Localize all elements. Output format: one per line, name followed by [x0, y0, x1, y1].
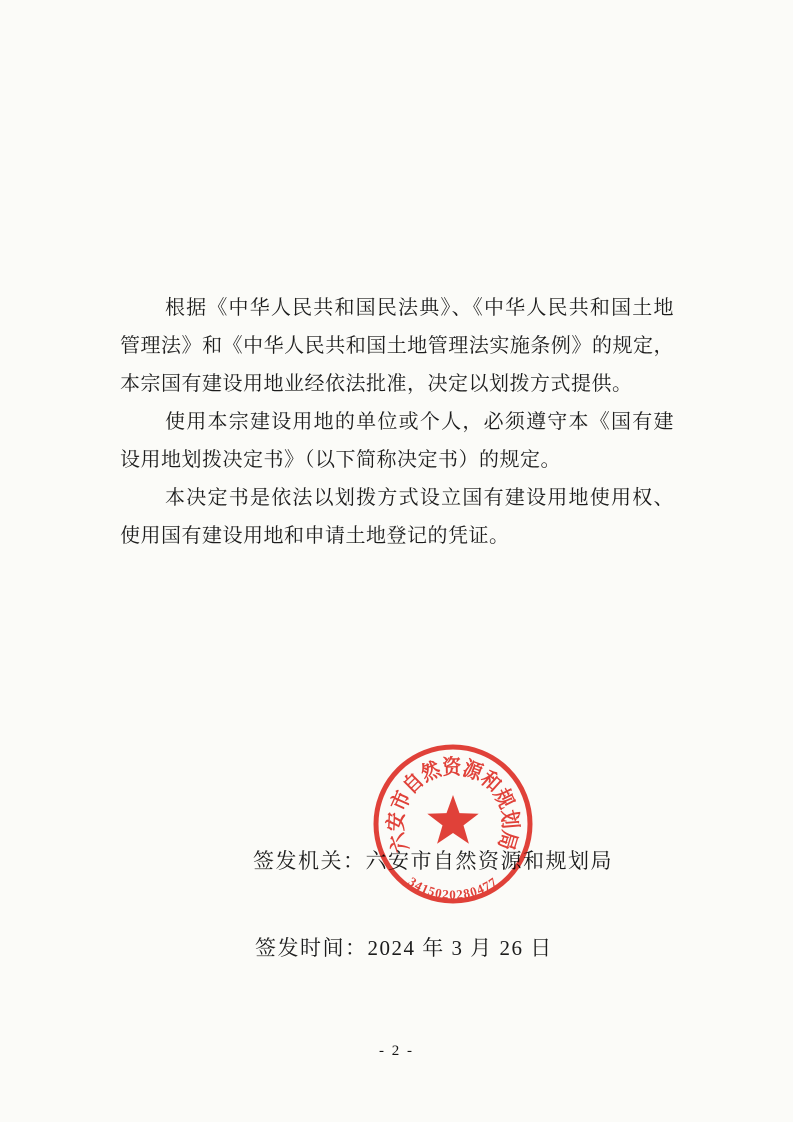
- official-seal: [368, 739, 538, 909]
- seal-serial-number: 3415020280477: [405, 873, 501, 903]
- seal-ring-text: 六安市自然资源和规划局: [383, 754, 523, 856]
- paragraph-line: 设用地划拨决定书》（以下简称决定书）的规定。: [120, 449, 561, 471]
- paragraph-line: 本宗国有建设用地业经依法批准，决定以划拨方式提供。: [120, 373, 633, 395]
- paragraph-line: 根据《中华人民共和国民法典》、《中华人民共和国土地: [165, 297, 674, 319]
- paragraph-line: 使用国有建设用地和申请土地登记的凭证。: [120, 525, 510, 547]
- paragraph-line: 使用本宗建设用地的单位或个人，必须遵守本《国有建: [165, 411, 674, 433]
- body-text-block: [120, 289, 674, 555]
- star-icon: [427, 795, 478, 844]
- page-number: - 2 -: [379, 1043, 414, 1059]
- paragraph-line: 管理法》和《中华人民共和国土地管理法实施条例》的规定，: [120, 335, 674, 357]
- issuer-line: 签发机关：六安市自然资源和规划局: [253, 849, 613, 873]
- issue-date-line: 签发时间：2024 年 3 月 26 日: [255, 936, 553, 960]
- paragraph-line: 本决定书是依法以划拨方式设立国有建设用地使用权、: [165, 487, 674, 509]
